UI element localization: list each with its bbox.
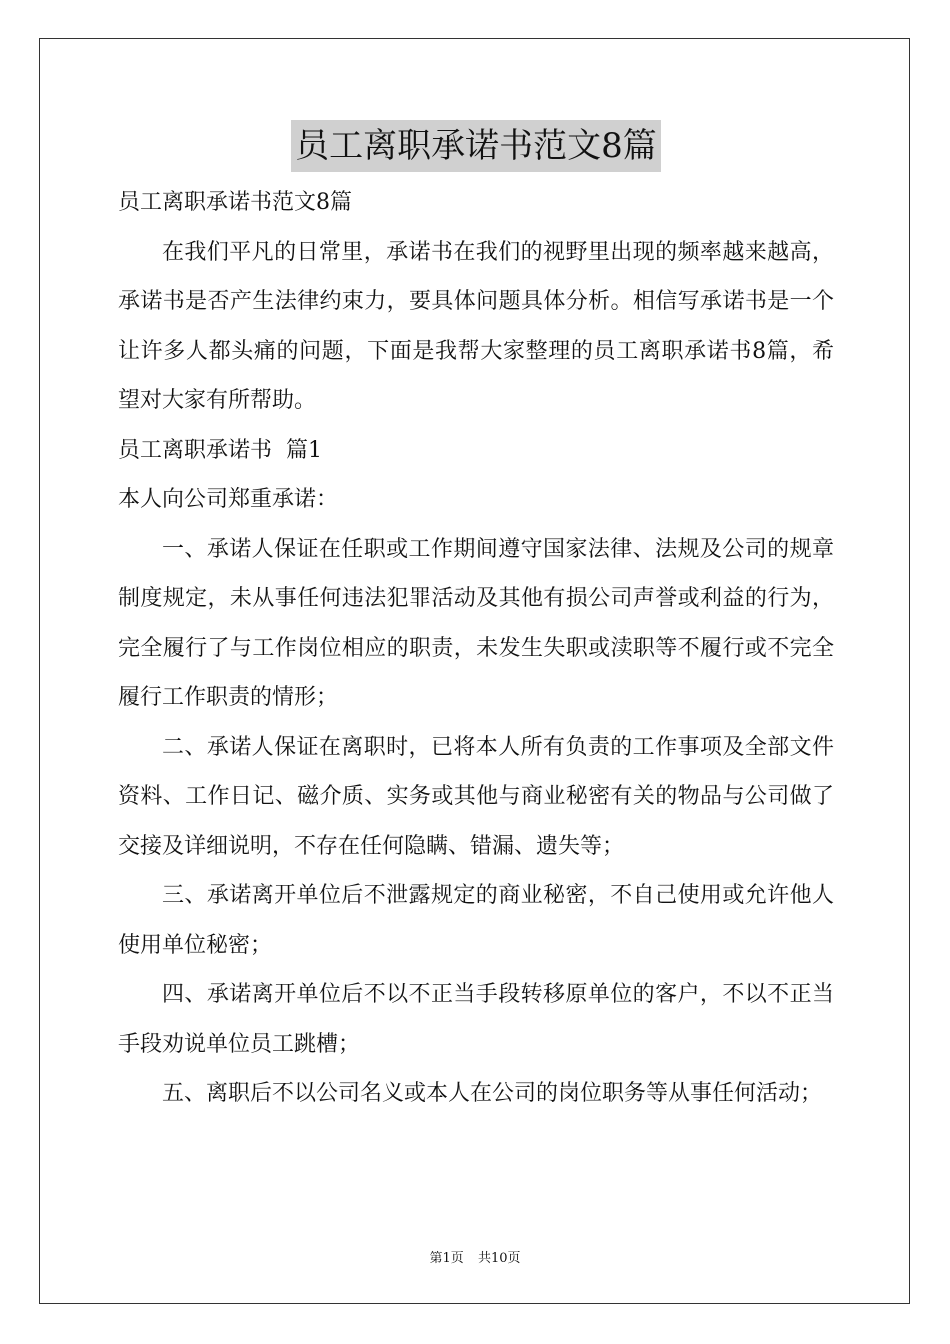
intro-paragraph: 在我们平凡的日常里，承诺书在我们的视野里出现的频率越来越高，承诺书是否产生法律约束力，要具体问题具体分析。相信写承诺书是一个让许多人都头痛的问题，下面是我帮大家整理的员工离职承诺书8篇，希望对大家有所帮助。 [118,239,834,413]
page-number: 第1页 [429,1251,464,1266]
commitment-item-3: 三、承诺离开单位后不泄露规定的商业秘密，不自己使用或允许他人使用单位秘密； [118,883,834,958]
document-body [118,120,834,1119]
page-footer [0,1247,950,1266]
section-heading: 员工离职承诺书 篇1 [118,437,322,463]
title-wrap [118,120,834,176]
document-subtitle: 员工离职承诺书范文8篇 [118,190,352,215]
commitment-item-2: 二、承诺人保证在离职时，已将本人所有负责的工作事项及全部文件资料、工作日记、磁介质、实务或其他与商业秘密有关的物品与公司做了交接及详细说明，不存在任何隐瞒、错漏、遗失等； [118,734,834,859]
commitment-item-1: 一、承诺人保证在任职或工作期间遵守国家法律、法规及公司的规章制度规定，未从事任何违法犯罪活动及其他有损公司声誉或利益的行为，完全履行了与工作岗位相应的职责，未发生失职或渎职等不履行或不完全履行工作职责的情形； [118,536,834,710]
opening-line: 本人向公司郑重承诺： [118,487,339,512]
commitment-item-5: 五、离职后不以公司名义或本人在公司的岗位职务等从事任何活动； [162,1081,823,1106]
commitment-item-4: 四、承诺离开单位后不以不正当手段转移原单位的客户，不以不正当手段劝说单位员工跳槽； [118,982,834,1057]
page-total: 共10页 [477,1251,521,1266]
document-title: 员工离职承诺书范文8篇 [291,120,661,172]
